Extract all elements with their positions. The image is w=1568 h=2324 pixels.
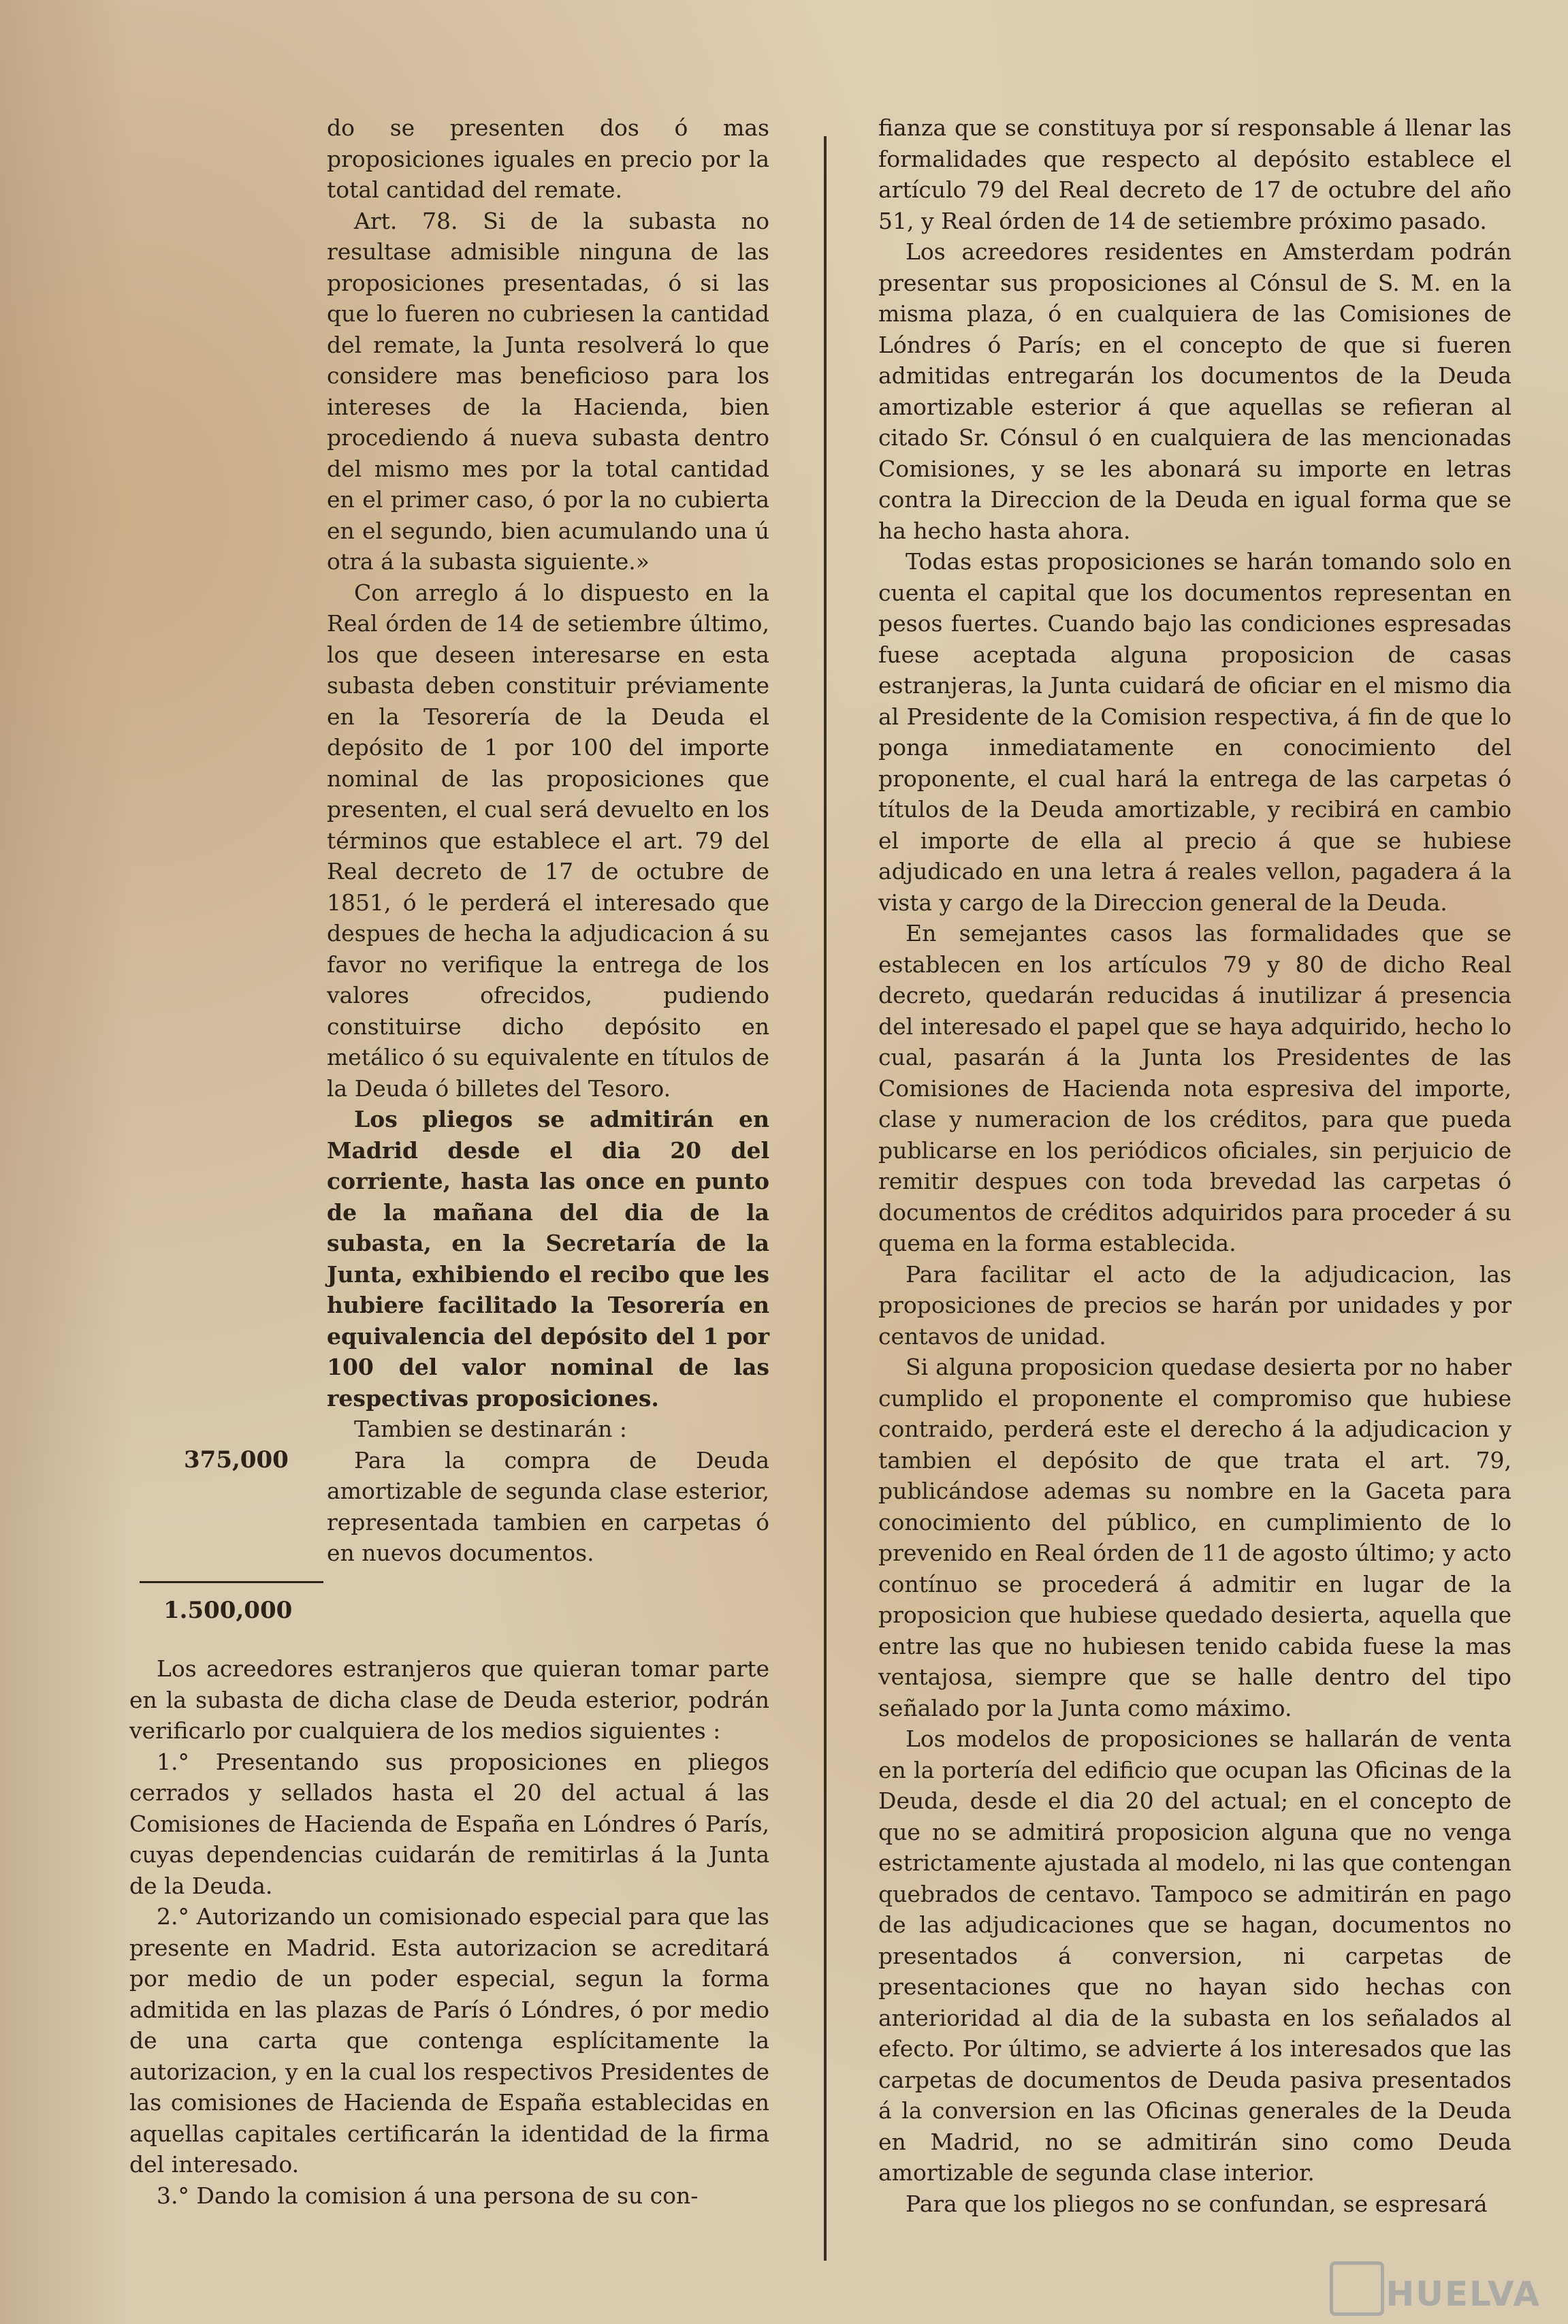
paragraph: Los modelos de proposiciones se hallarán de venta en la portería del edificio que ocupan las Oficinas de la Deuda, desde el dia 20 del actual; en el concepto de que no se admitirá proposicion alguna que no venga estrictamente ajustada al modelo, ni las que contengan quebrados de centavo. Tampoco se admitirán en pago de las adjudicaciones que se hagan, documentos no presentados á conversion, ni carpetas de presentaciones que no hayan sido hechas con anterioridad al dia de la subasta en los señalados al efecto. Por último, se advierte á los interesados que las carpetas de documentos de Deuda pasiva presentados á la conversion en las Oficinas generales de la Deuda en Madrid, no se admitirán sino como Deuda amortizable de segunda clase interior. bbox=[878, 1725, 1511, 2186]
paragraph: fianza que se constituya por sí responsable á llenar las formalidades que respecto al depósito establece el artículo 79 del Real decreto de 17 de octubre del año 51, y Real órden de 14 de setiembre próximo pasado. bbox=[878, 114, 1511, 234]
paragraph: En semejantes casos las formalidades que se establecen en los artículos 79 y 80 de dicho Real decreto, quedarán reducidas á inutilizar á presencia del interesado el papel que se haya adquirido, hecho lo cual, pasarán á la Junta los Presidentes de las Comisiones de Hacienda nota espresiva del importe, clase y numeracion de los créditos, para que pueda publicarse en los periódicos oficiales, sin perjuicio de remitir despues con toda brevedad las carpetas ó documentos de créditos adquiridos para proceder á su quema en la forma establecida. bbox=[878, 920, 1511, 1256]
archive-watermark: HUELVA bbox=[1386, 2274, 1541, 2314]
left-column-narrow-block bbox=[327, 112, 769, 1445]
right-column bbox=[878, 112, 1511, 2219]
paragraph: Los acreedores estranjeros que quieran tomar parte en la subasta de dicha clase de Deuda esterior, podrán verificarlo por cualquiera de los medios siguientes : bbox=[129, 1655, 769, 1744]
archive-watermark-icon bbox=[1330, 2261, 1384, 2316]
paragraph: Para la compra de Deuda amortizable de segunda clase esterior, representada tambien en carpetas ó en nuevos documentos. bbox=[327, 1446, 769, 1566]
paragraph: Tambien se destinarán : bbox=[354, 1416, 627, 1442]
total-amount: 1.500,000 bbox=[163, 1596, 293, 1624]
paragraph: Los acreedores residentes en Amsterdam podrán presentar sus proposiciones al Cónsul de S. M. en la misma plaza, ó en cualquiera de las Comisiones de Lóndres ó París; en el concepto de que si fueren admitidas entregarán los documentos de la Deuda amortizable esterior á que aquellas se refieran al citado Sr. Cónsul ó en cualquiera de las mencionadas Comisiones, y se les abonará su importe en letras contra la Direccion de la Deuda en igual forma que se ha hecho hasta ahora. bbox=[878, 238, 1511, 544]
paragraph: do se presenten dos ó mas proposiciones iguales en precio por la total cantidad del remate. bbox=[327, 114, 769, 203]
left-column bbox=[129, 112, 769, 2211]
list-item-3: 3.° Dando la comision á una persona de su con- bbox=[157, 2182, 699, 2209]
paragraph-art-78: Art. 78. Si de la subasta no resultase admisible ninguna de las proposiciones presentadas, ó si las que lo fueren no cubriesen la cantidad del remate, la Junta resolverá lo que considere mas beneficioso para los intereses de la Hacienda, bien procediendo á nueva subasta dentro del mismo mes por la total cantidad en el primer caso, ó por la no cubierta en el segundo, bien acumulando una ú otra á la subasta siguiente.» bbox=[327, 207, 769, 575]
list-item-1: 1.° Presentando sus proposiciones en pliegos cerrados y sellados hasta el 20 del actual á las Comisiones de Hacienda de España en Lóndres ó París, cuyas dependencias cuidarán de remitirlas á la Junta de la Deuda. bbox=[129, 1748, 769, 1899]
paragraph: Para que los pliegos no se confundan, se espresará bbox=[906, 2190, 1488, 2217]
amount-value: 375,000 bbox=[184, 1446, 289, 1474]
paragraph: Para facilitar el acto de la adjudicacion, las proposiciones de precios se harán por unidades y por centavos de unidad. bbox=[878, 1260, 1511, 1350]
paragraph: Con arreglo á lo dispuesto en la Real órden de 14 de setiembre último, los que deseen interesarse en esta subasta deben constituir préviamente en la Tesorería de la Deuda el depósito de 1 por 100 del importe nominal de las proposiciones que presenten, el cual será devuelto en los términos que establece el art. 79 del Real decreto de 17 de octubre de 1851, ó le perderá el interesado que despues de hecha la adjudicacion á su favor no verifique la entrega de los valores ofrecidos, pudiendo constituirse dicho depósito en metálico ó su equivalente en títulos de la Deuda ó billetes del Tesoro. bbox=[327, 579, 769, 1102]
paragraph: Si alguna proposicion quedase desierta por no haber cumplido el proponente el compromiso que hubiese contraido, perderá este el derecho á la adjudicacion y tambien el depósito de que trata el art. 79, publicándose ademas su nombre en la Gaceta para conocimiento del público, en cumplimiento de lo prevenido en Real órden de 11 de agosto último; y acto contínuo se procederá á admitir en lugar de la proposicion que hubiese quedado desierta, aquella que entre las que no hubiesen tenido cabida fuese la mas ventajosa, siempre que se halle dentro del tipo señalado por la Junta como máximo. bbox=[878, 1354, 1511, 1721]
column-divider bbox=[824, 136, 827, 2261]
page-edge-stain bbox=[0, 0, 129, 2324]
paragraph: Todas estas proposiciones se harán tomando solo en cuenta el capital que los documentos representan en pesos fuertes. Cuando bajo las condiciones espresadas fuese aceptada alguna proposicion de casas estranjeras, la Junta cuidará de oficiar en el mismo dia al Presidente de la Comision respectiva, á fin de que lo ponga inmediatamente en conocimiento del proponente, el cual hará la entrega de las carpetas ó títulos de la Deuda amortizable, y recibirá en cambio el importe de ella al precio á que se hubiese adjudicado en una letra á reales vellon, pagadera á la vista y cargo de la Direccion general de la Deuda. bbox=[878, 548, 1511, 916]
list-item-2: 2.° Autorizando un comisionado especial para que las presente en Madrid. Esta autorizacion se acreditará por medio de un poder especial, segun la forma admitida en las plazas de París ó Lóndres, ó por medio de una carta que contenga esplícitamente la autorizacion, y en la cual los respectivos Presidentes de las comisiones de Hacienda de España establecidas en aquellas capitales certificarán la identidad de la firma del interesado. bbox=[129, 1903, 769, 2178]
paragraph: Los pliegos se admitirán en Madrid desde el dia 20 del corriente, hasta las once en punto de la mañana del dia de la subasta, en la Secretaría de la Junta, exhibiendo el recibo que les hubiere facilitado la Tesorería en equivalencia del depósito del 1 por 100 del valor nominal de las respectivas proposiciones. bbox=[327, 1106, 769, 1412]
sum-rule bbox=[140, 1581, 323, 1583]
amount-row bbox=[129, 1445, 769, 1569]
